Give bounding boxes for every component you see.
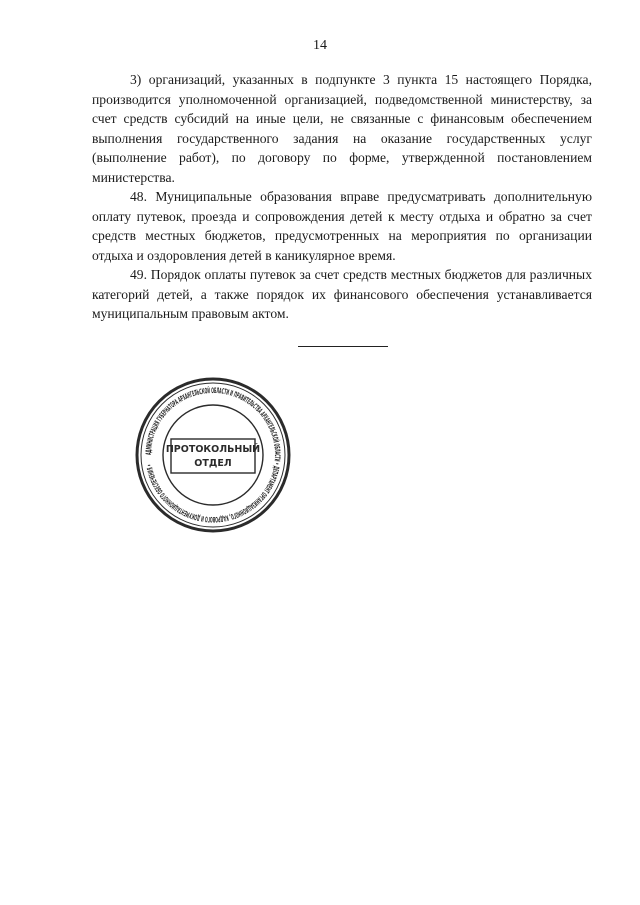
protocol-department-stamp <box>133 375 293 535</box>
section-divider-line <box>298 346 388 347</box>
stamp-ring-text: АДМИНИСТРАЦИЯ ГУБЕРНАТОРА АРХАНГЕЛЬСКОЙ ОБЛАСТИ И ПРАВИТЕЛЬСТВА АРХАНГЕЛЬСКОЙ ОБЛАСТИ • ДЕПАРТАМЕНТ ОРГАНИЗАЦИОННОГО, КАДРОВОГО И ДОКУМЕНТАЦИОННОГО ОБЕСПЕЧЕНИЯ • <box>143 385 283 525</box>
document-body <box>92 70 592 324</box>
stamp-seal <box>133 375 293 535</box>
paragraph-48: 48. Муниципальные образования вправе предусматривать дополнительную оплату путевок, проезда и сопровождения детей к месту отдыха и обратно за счет средств местных бюджетов, предусмотренных на мероприятия по организации отдыха и оздоровления детей в каникулярное время. <box>92 189 592 263</box>
stamp-center-line-1: ПРОТОКОЛЬНЫЙ <box>165 444 261 455</box>
paragraph-item-3: 3) организаций, указанных в подпункте 3 пункта 15 настоящего Порядка, производится уполномоченной организацией, подведомственной министерству, за счет средств субсидий на иные цели, не связанные с финансовым обеспечением выполнения государственного задания на оказание государственных услуг (выполнение работ), по договору по форме, утвержденной постановлением министерства. <box>92 72 592 185</box>
stamp-center-line-2: ОТДЕЛ <box>194 458 232 469</box>
page-number: 14 <box>313 38 327 53</box>
paragraph-49: 49. Порядок оплаты путевок за счет средств местных бюджетов для различных категорий детей, а также порядок их финансового обеспечения устанавливается муниципальным правовым актом. <box>92 267 592 321</box>
